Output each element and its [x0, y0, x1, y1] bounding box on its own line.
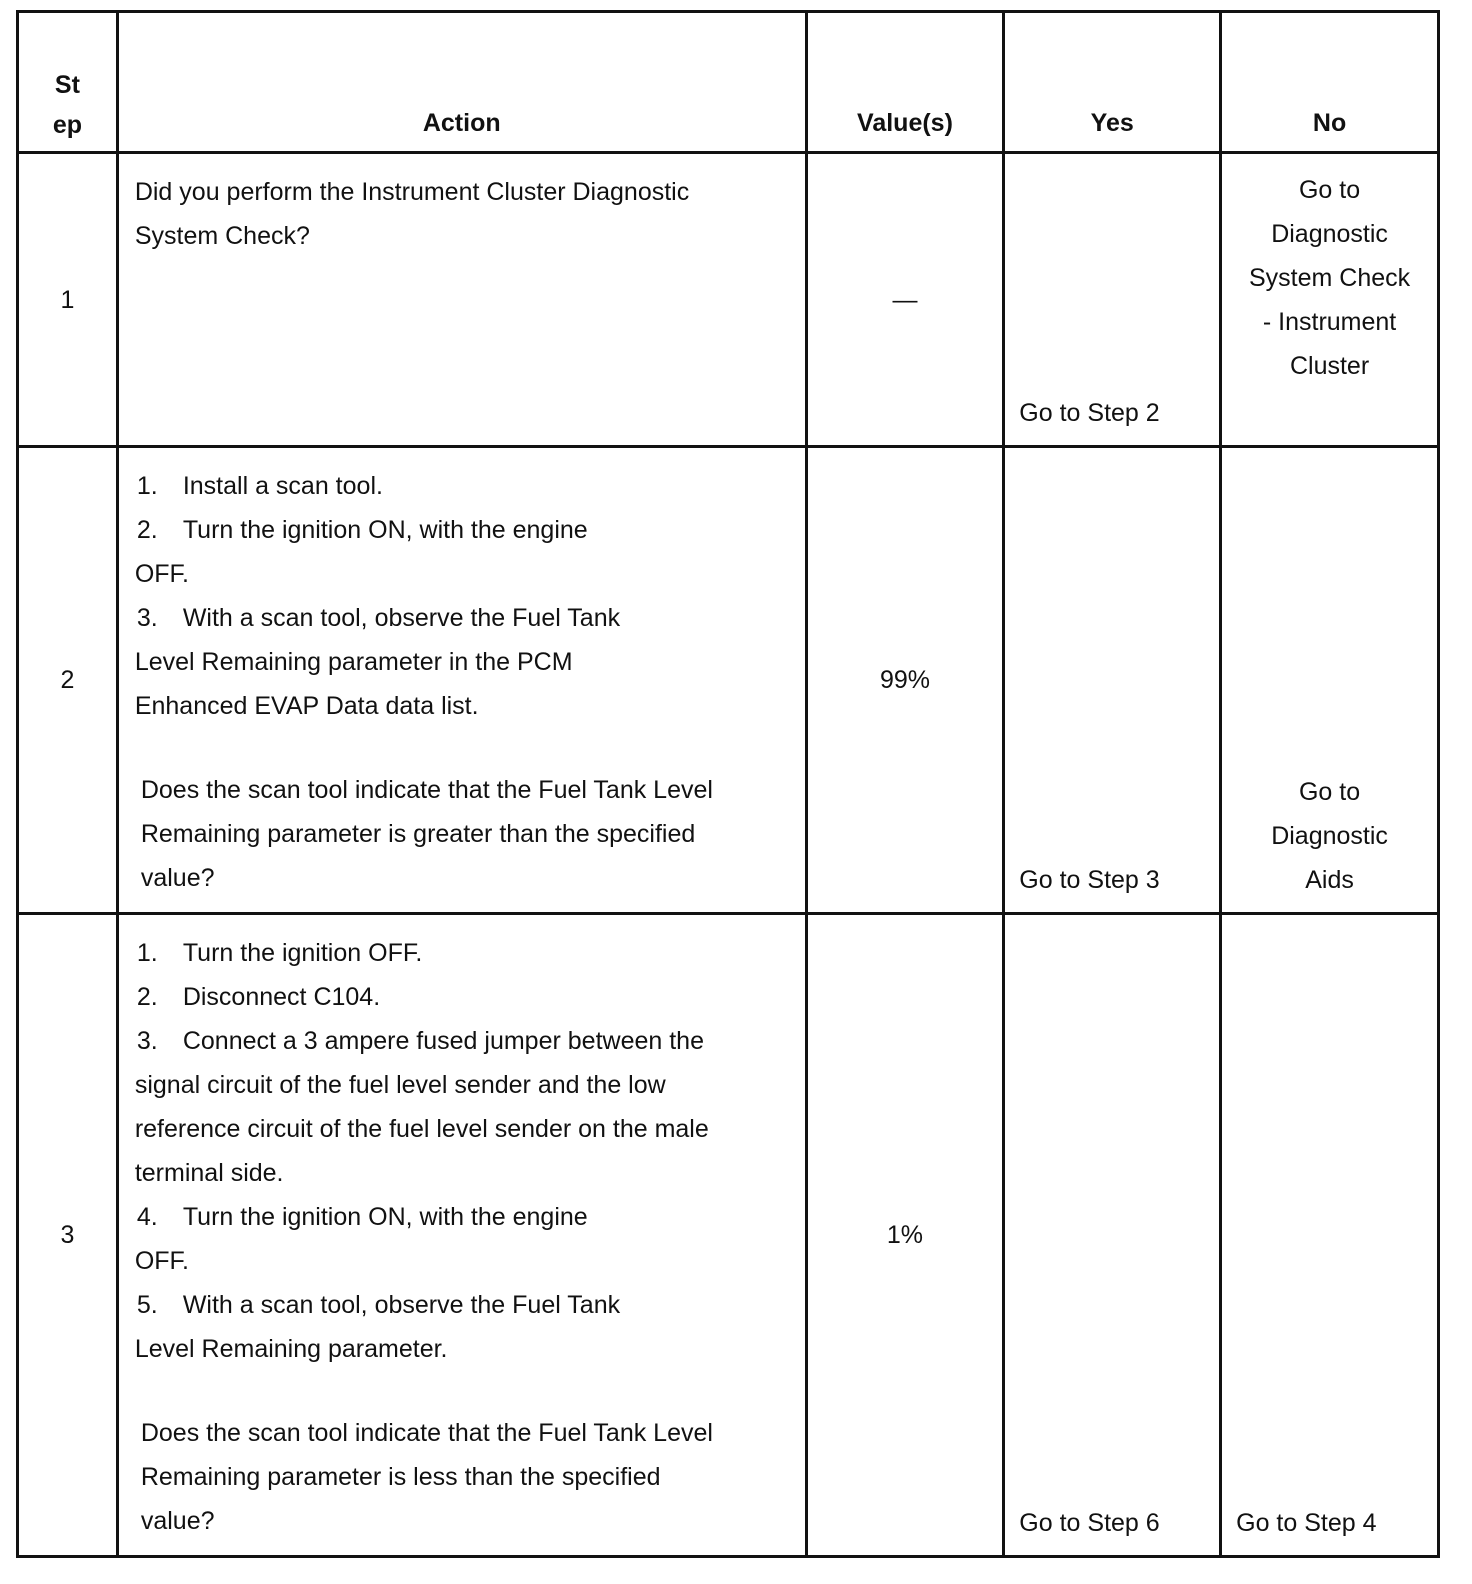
action-item-text: Turn the ignition ON, with the engine OFF.	[134, 516, 588, 588]
yes-cell: Go to Step 3	[1004, 447, 1221, 914]
action-item	[135, 975, 789, 1019]
action-item	[135, 931, 789, 975]
action-item-number: 1.	[136, 472, 158, 500]
action-item	[135, 464, 789, 508]
header-value: Value(s)	[806, 12, 1004, 153]
action-item-number: 1.	[136, 939, 158, 967]
action-item-text: With a scan tool, observe the Fuel Tank Level Remaining parameter.	[134, 1291, 621, 1363]
value-cell: 1%	[806, 914, 1004, 1557]
action-item-number: 3.	[136, 1027, 158, 1055]
yes-cell: Go to Step 6	[1004, 914, 1221, 1557]
action-item	[135, 508, 789, 596]
action-item-number: 3.	[136, 604, 158, 632]
step-number: 1	[18, 153, 118, 447]
no-cell: Go to Diagnostic System Check - Instrument Cluster	[1221, 153, 1439, 447]
action-text: Did you perform the Instrument Cluster Diagnostic System Check?	[134, 178, 690, 250]
action-item-number: 5.	[136, 1291, 158, 1319]
header-yes: Yes	[1004, 12, 1221, 153]
action-item	[135, 1283, 789, 1371]
action-item-number: 4.	[136, 1203, 158, 1231]
action-item	[135, 1195, 789, 1283]
action-cell	[117, 447, 806, 914]
action-item-text: With a scan tool, observe the Fuel Tank Level Remaining parameter in the PCM Enhanced EVAP Data data list.	[134, 604, 621, 720]
table-row	[18, 914, 1439, 1557]
value-cell: 99%	[806, 447, 1004, 914]
yes-cell: Go to Step 2	[1004, 153, 1221, 447]
action-item	[135, 1019, 789, 1195]
action-item-text: Disconnect C104.	[182, 983, 381, 1011]
action-item-number: 2.	[136, 516, 158, 544]
action-question: Does the scan tool indicate that the Fuel Tank Level Remaining parameter is greater than the specified value?	[140, 776, 713, 892]
header-no: No	[1221, 12, 1439, 153]
action-cell	[117, 914, 806, 1557]
no-cell: Go to Step 4	[1221, 914, 1439, 1557]
action-item-number: 2.	[136, 983, 158, 1011]
value-cell: —	[806, 153, 1004, 447]
action-item-text: Turn the ignition ON, with the engine OFF.	[134, 1203, 588, 1275]
step-number: 2	[18, 447, 118, 914]
step-number: 3	[18, 914, 118, 1557]
table-row	[18, 153, 1439, 447]
action-item-text: Turn the ignition OFF.	[182, 939, 423, 967]
header-row	[18, 12, 1439, 153]
action-cell	[117, 153, 806, 447]
no-cell: Go to Diagnostic Aids	[1221, 447, 1439, 914]
action-question: Does the scan tool indicate that the Fuel Tank Level Remaining parameter is less than the specified value?	[140, 1419, 713, 1535]
table-row	[18, 447, 1439, 914]
header-step: St ep	[18, 12, 118, 153]
action-item-text: Connect a 3 ampere fused jumper between the signal circuit of the fuel level sender and the low reference circuit of the fuel level sender on the male terminal side.	[134, 1027, 709, 1187]
action-item-text: Install a scan tool.	[182, 472, 383, 500]
header-action: Action	[117, 12, 806, 153]
action-item	[135, 596, 789, 728]
diagnostic-table	[16, 10, 1440, 1558]
